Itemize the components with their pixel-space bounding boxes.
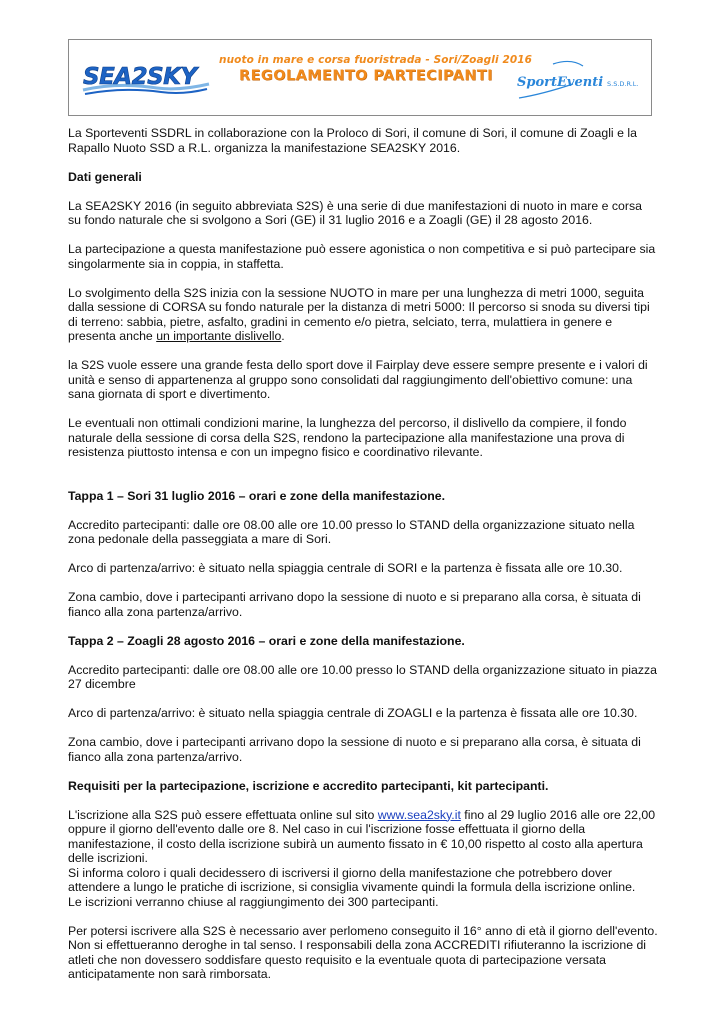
regulation-document [68, 126, 658, 996]
svg-text:SportEventi: SportEventi [517, 75, 604, 90]
requirements-paragraph-4: Per potersi iscrivere alla S2S è necessario aver perlomeno conseguito il 16° anno di età il giorno dell'evento. Non si effettueranno deroghe in tal senso. I responsabili della zona ACCREDITI rifiuteranno la iscrizione di atleti che non dovessero soddisfare questo requisito e la eventuale quota di partecipazione versata anticipatamente non sarà rimborsata. [68, 923, 658, 981]
requirements-paragraph-2: Si informa coloro i quali decidessero di iscriversi il giorno della manifestazione che potrebbero dover attendere a lungo le pratiche di iscrizione, si consiglia vivamente quindi la formula della iscrizione online. [68, 865, 636, 894]
stage2-transition-zone: Zona cambio, dove i partecipanti arrivano dopo la sessione di nuoto e si preparano alla corsa, è situata di fianco alla zona partenza/arrivo. [68, 735, 641, 764]
header-banner [68, 39, 652, 116]
requirements-paragraph-1: L'iscrizione alla S2S può essere effettuata online sul sito www.sea2sky.it fino al 29 luglio 2016 alle ore 22,00 oppure il giorno dell'evento dalle ore 8. Nel caso in cui l'iscrizione fosse effettuata il giorno della manifestazione, il costo della iscrizione subirà un aumento fissato in € 10,00 rispetto al costo alla apertura delle iscrizioni. [68, 807, 656, 865]
sea2sky-logo [79, 60, 213, 98]
svg-text:S.S.D.R.L.: S.S.D.R.L. [607, 80, 639, 88]
underlined-phrase: un importante dislivello [156, 329, 282, 343]
requirements-paragraph-3: Le iscrizioni verranno chiuse al raggiungimento dei 300 partecipanti. [68, 894, 439, 909]
stage1-accreditation: Accredito partecipanti: dalle ore 08.00 alle ore 10.00 presso lo STAND della organizzazione situato nella zona pedonale della passeggiata a mare di Sori. [68, 517, 635, 546]
svg-text:SEA2SKY: SEA2SKY [83, 64, 197, 90]
section-heading-stage1: Tappa 1 – Sori 31 luglio 2016 – orari e zone della manifestazione. [68, 488, 446, 503]
section-heading-stage2: Tappa 2 – Zoagli 28 agosto 2016 – orari e zone della manifestazione. [68, 633, 465, 648]
sporteventi-logo [513, 54, 647, 106]
stage1-transition-zone: Zona cambio, dove i partecipanti arrivano dopo la sessione di nuoto e si preparano alla corsa, è situata di fianco alla zona partenza/arrivo. [68, 590, 641, 619]
stage1-start-finish: Arco di partenza/arrivo: è situato nella spiaggia centrale di SORI e la partenza è fissata alle ore 10.30. [68, 561, 623, 575]
stage2-accreditation: Accredito partecipanti: dalle ore 08.00 alle ore 10.00 presso lo STAND della organizzazione situato in piazza 27 dicembre [68, 662, 657, 691]
section-heading-requirements: Requisiti per la partecipazione, iscrizione e accredito partecipanti, kit partecipanti. [68, 778, 549, 793]
general-paragraph-3: Lo svolgimento della S2S inizia con la sessione NUOTO in mare per una lunghezza di metri 1000, seguita dalla sessione di CORSA su fondo naturale per la distanza di metri 5000: Il percorso si snoda su diversi tipi di terreno: sabbia, pietre, asfalto, gradini in cemento e/o pietra, selciato, terra, mulattiera in genere e presenta anche un importante dislivello. [68, 285, 650, 343]
banner-title: REGOLAMENTO PARTECIPANTI [239, 68, 493, 84]
general-paragraph-4: la S2S vuole essere una grande festa dello sport dove il Fairplay deve essere sempre presente e i valori di unità e senso di appartenenza al gruppo sono consolidati dal raggiungimento dell'obiettivo comune: una sana giornata di sport e divertimento. [68, 358, 648, 401]
section-heading-general: Dati generali [68, 169, 142, 184]
general-paragraph-2: La partecipazione a questa manifestazione può essere agonistica o non competitiva e si può partecipare sia singolarmente sia in coppia, in staffetta. [68, 242, 656, 271]
general-paragraph-5: Le eventuali non ottimali condizioni marine, la lunghezza del percorso, il dislivello da compiere, il fondo naturale della sessione di corsa della S2S, rendono la partecipazione alla manifestazione una prova di resistenza piuttosto intensa e con un impegno fisico e coordinativo rilevante. [68, 416, 627, 459]
stage2-start-finish: Arco di partenza/arrivo: è situato nella spiaggia centrale di ZOAGLI e la partenza è fissata alle ore 10.30. [68, 706, 638, 720]
banner-subtitle: nuoto in mare e corsa fuoristrada - Sori/Zoagli 2016 [219, 54, 533, 66]
intro-paragraph: La Sporteventi SSDRL in collaborazione con la Proloco di Sori, il comune di Sori, il comune di Zoagli e la Rapallo Nuoto SSD a R.L. organizza la manifestazione SEA2SKY 2016. [68, 126, 637, 155]
general-paragraph-1: La SEA2SKY 2016 (in seguito abbreviata S2S) è una serie di due manifestazioni di nuoto in mare e corsa su fondo naturale che si svolgono a Sori (GE) il 31 luglio 2016 e a Zoagli (GE) il 28 agosto 2016. [68, 198, 642, 227]
website-link[interactable]: www.sea2sky.it [377, 807, 461, 822]
